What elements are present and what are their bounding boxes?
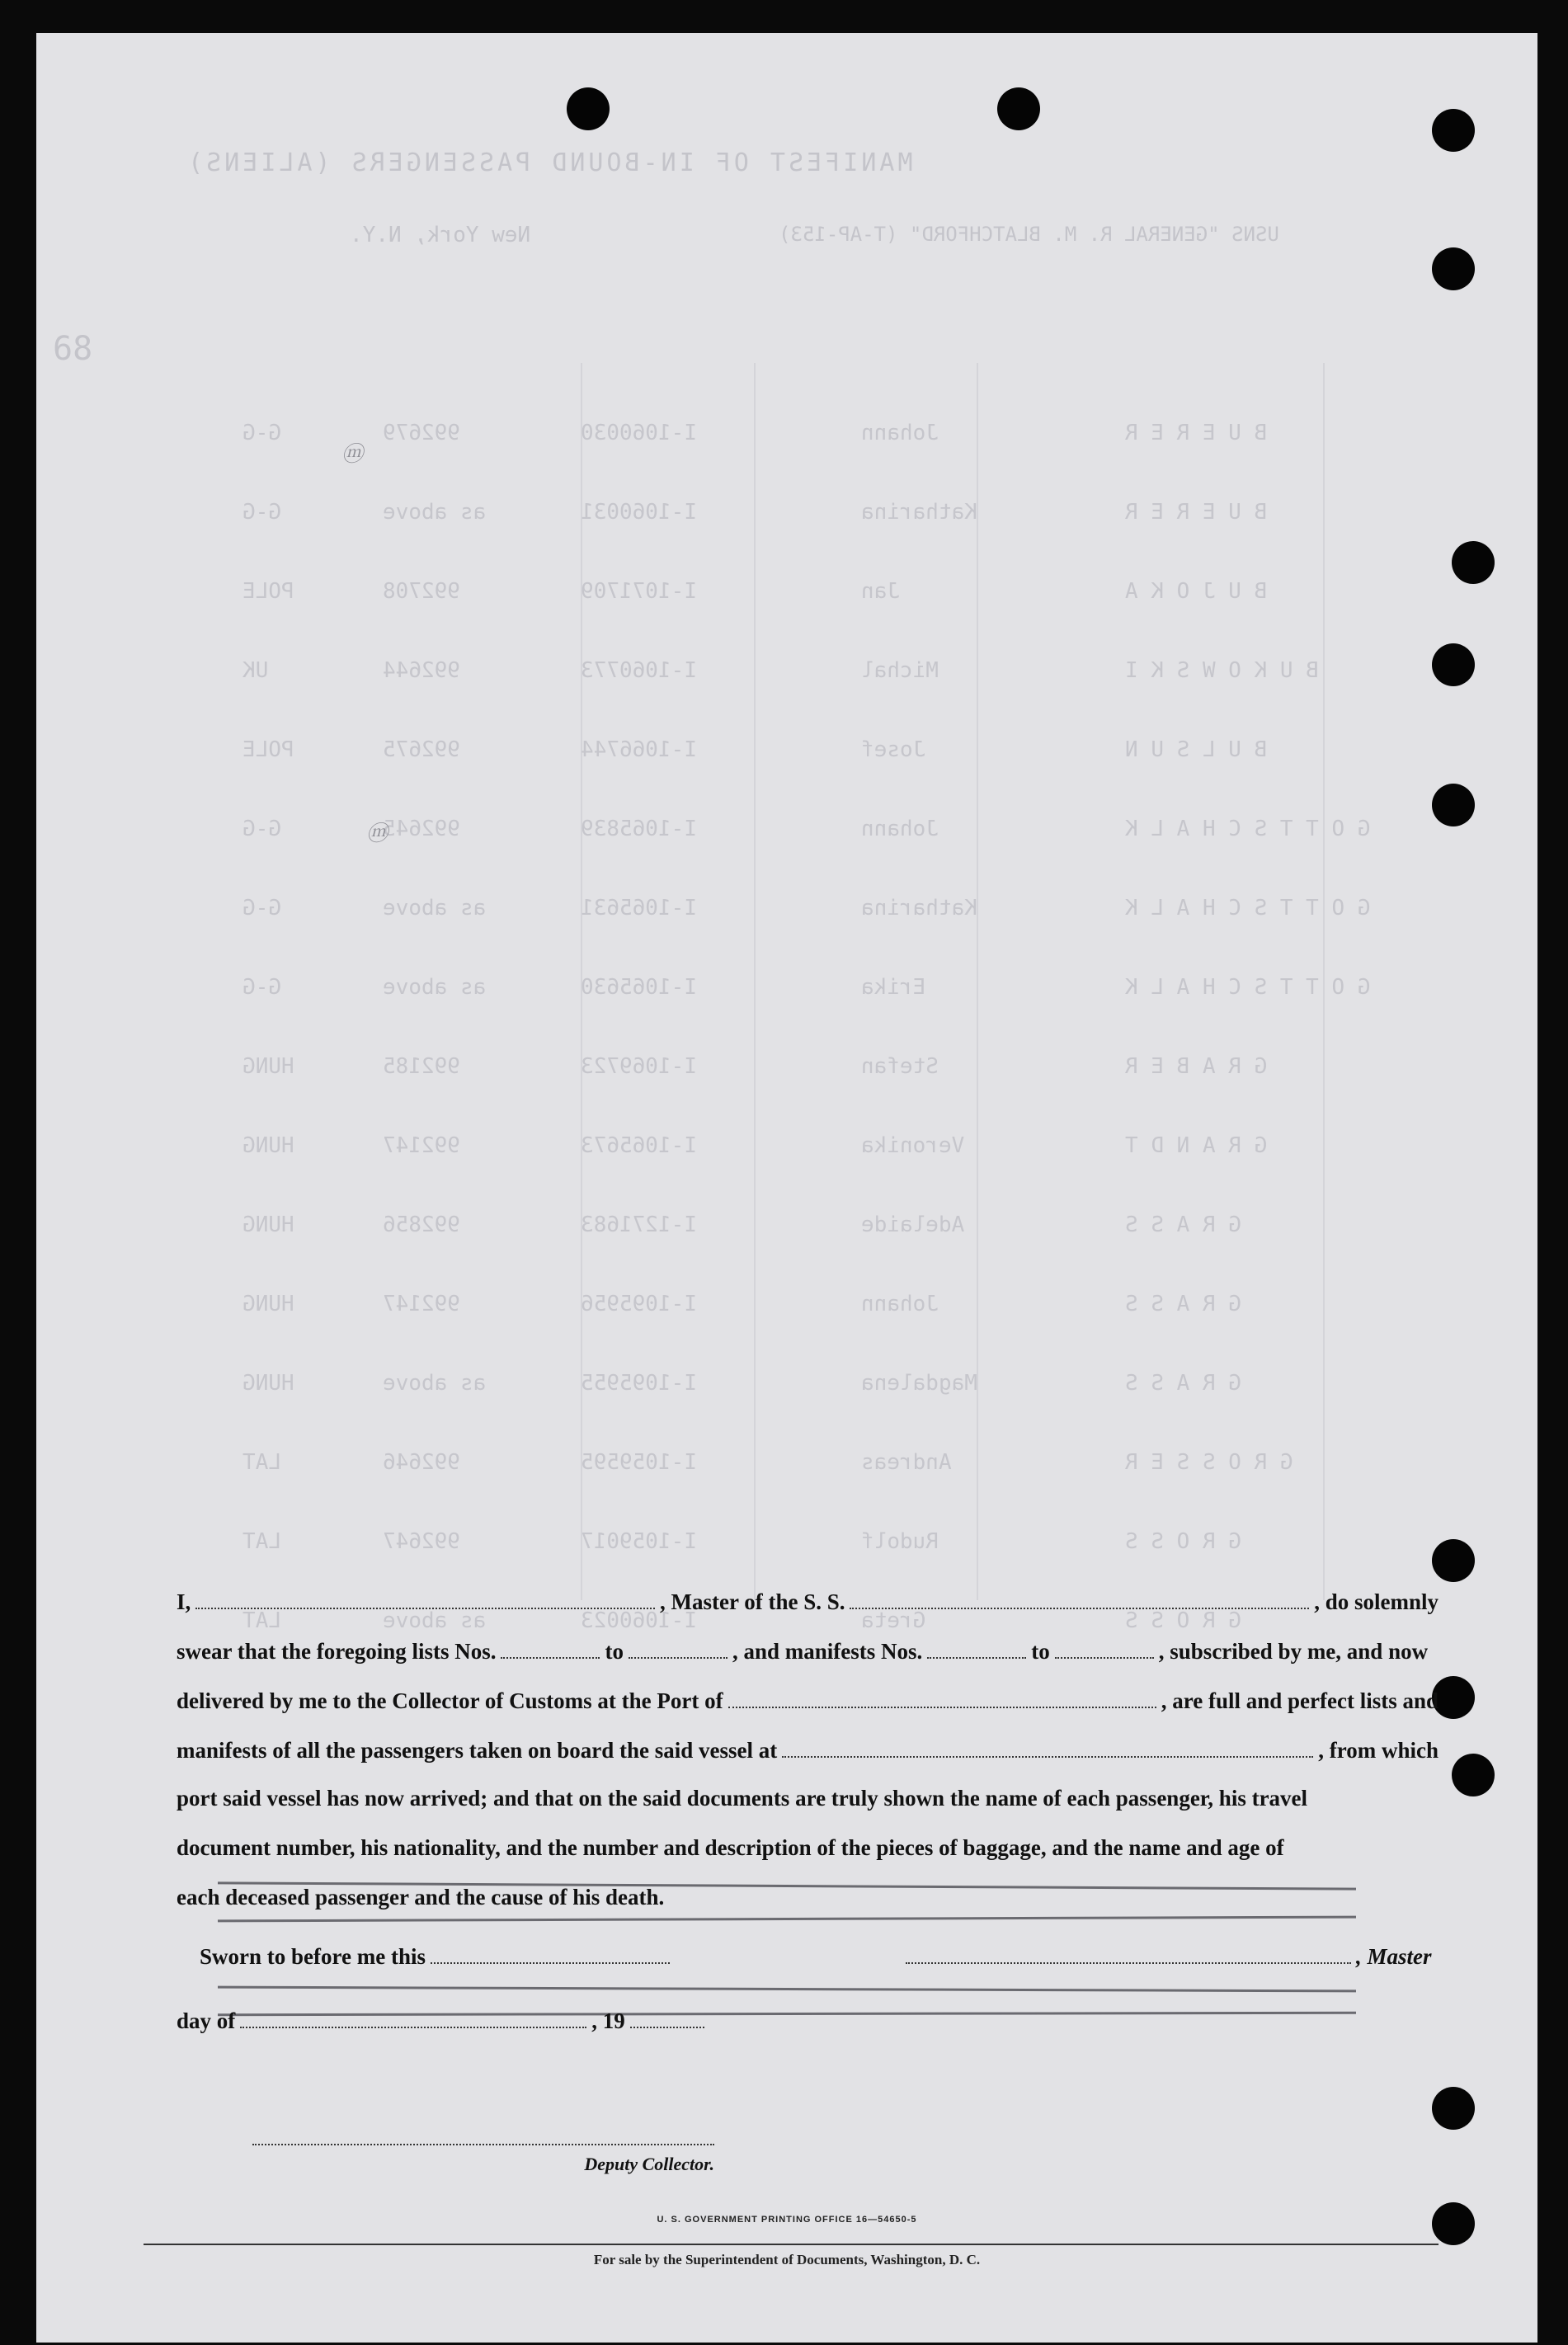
- oath-text: to: [1031, 1639, 1050, 1664]
- ghost-cell-given: Johann: [861, 817, 939, 841]
- ghost-passenger-row: [36, 658, 1537, 708]
- list-from-field[interactable]: [501, 1637, 600, 1659]
- ghost-cell-nat: LAT: [242, 1608, 281, 1633]
- ghost-cell-surname: G R O S S: [1125, 1529, 1241, 1554]
- year-prefix: , 19: [591, 2008, 625, 2033]
- oath-text: each deceased passenger and the cause of his death.: [177, 1885, 665, 1909]
- ghost-cell-given: Adelaide: [861, 1213, 965, 1237]
- ghost-cell-given: Katharina: [861, 896, 977, 921]
- master-name-field[interactable]: [195, 1588, 655, 1609]
- sworn-text: Sworn to before me this: [200, 1944, 426, 1969]
- year-field[interactable]: [630, 2007, 704, 2028]
- master-oath: [177, 1588, 1439, 2056]
- punch-hole: [1432, 109, 1475, 152]
- ghost-cell-given: Johann: [861, 1292, 939, 1316]
- sale-notice: For sale by the Superintendent of Documents, Washington, D. C.: [593, 2252, 981, 2267]
- ghost-cell-num: 992679: [383, 421, 460, 445]
- ghost-passenger-row: [36, 975, 1537, 1024]
- ghost-cell-given: Rudolf: [861, 1529, 939, 1554]
- master-signature-field[interactable]: [906, 1942, 1351, 1964]
- ghost-cell-doc: I-1059595: [581, 1450, 697, 1475]
- deputy-collector-block: [252, 2140, 714, 2175]
- punch-hole: [1452, 1754, 1495, 1796]
- ghost-passenger-row: [36, 1213, 1537, 1262]
- ghost-cell-doc: I-1069723: [581, 1054, 697, 1079]
- ghost-passenger-row: [36, 421, 1537, 470]
- ghost-passenger-row: [36, 1292, 1537, 1341]
- punch-hole: [1432, 2087, 1475, 2130]
- ghost-passenger-row: [36, 1450, 1537, 1500]
- ghost-cell-num: 992646: [383, 1450, 460, 1475]
- ghost-cell-given: Johann: [861, 421, 939, 445]
- ghost-cell-surname: B U E R E R: [1125, 500, 1268, 525]
- ghost-cell-nat: UK: [242, 658, 269, 683]
- ghost-cell-nat: HUNG: [242, 1213, 294, 1237]
- ghost-cell-num: as above: [383, 975, 487, 1000]
- ghost-cell-nat: G-G: [242, 975, 281, 1000]
- list-to-field[interactable]: [629, 1637, 727, 1659]
- day-month-field[interactable]: [240, 2007, 586, 2028]
- ghost-port: New York, N.Y.: [350, 223, 531, 247]
- ghost-cell-doc: I-1060023: [581, 1608, 697, 1633]
- ghost-cell-doc: I-1066744: [581, 737, 697, 762]
- ghost-cell-given: Erika: [861, 975, 926, 1000]
- sworn-date-field[interactable]: [431, 1942, 670, 1964]
- ghost-cell-surname: B U L S U N: [1125, 737, 1268, 762]
- ghost-cell-num: 992856: [383, 1213, 460, 1237]
- ghost-cell-num: 992147: [383, 1133, 460, 1158]
- oath-text: , subscribed by me, and now: [1158, 1639, 1429, 1664]
- vessel-name-field[interactable]: [850, 1588, 1309, 1609]
- oath-text: , and manifests Nos.: [732, 1639, 923, 1664]
- ghost-cell-num: 992645: [383, 817, 460, 841]
- ghost-cell-nat: LAT: [242, 1450, 281, 1475]
- ghost-cell-num: 992647: [383, 1529, 460, 1554]
- oath-text: delivered by me to the Collector of Customs at the Port of: [177, 1688, 723, 1713]
- ghost-cell-given: Michal: [861, 658, 939, 683]
- ghost-cell-surname: G O T T S C H A L K: [1125, 896, 1371, 921]
- ghost-page-number: 68: [53, 330, 93, 368]
- manifest-from-field[interactable]: [927, 1637, 1026, 1659]
- ghost-cell-surname: G R A S S: [1125, 1213, 1241, 1237]
- ghost-cell-given: Jan: [861, 579, 900, 604]
- ghost-cell-surname: B U J O K A: [1125, 579, 1268, 604]
- ghost-cell-surname: B U K O W S K I: [1125, 658, 1319, 683]
- ghost-passenger-row: [36, 579, 1537, 629]
- handwritten-mark: ⓜ: [341, 442, 364, 467]
- deputy-collector-label: Deputy Collector.: [584, 2154, 714, 2174]
- port-field[interactable]: [728, 1687, 1156, 1708]
- ghost-cell-nat: G-G: [242, 817, 281, 841]
- oath-text: port said vessel has now arrived; and that on the said documents are truly shown the name of each passenger, his travel: [177, 1786, 1308, 1811]
- ghost-cell-doc: I-1060030: [581, 421, 697, 445]
- ghost-cell-num: as above: [383, 500, 487, 525]
- ghost-cell-nat: G-G: [242, 896, 281, 921]
- ghost-cell-nat: HUNG: [242, 1292, 294, 1316]
- handwritten-mark: ⓜ: [366, 822, 388, 846]
- ghost-cell-doc: I-1065839: [581, 817, 697, 841]
- ghost-cell-doc: I-1059017: [581, 1529, 697, 1554]
- oath-text: swear that the foregoing lists Nos.: [177, 1639, 497, 1664]
- ghost-cell-surname: G R O S S: [1125, 1608, 1241, 1633]
- day-of-text: day of: [177, 2008, 236, 2033]
- oath-text: document number, his nationality, and the number and description of the pieces of baggage, and the name and age of: [177, 1835, 1284, 1860]
- ghost-passenger-row: [36, 500, 1537, 549]
- ghost-cell-doc: I-1065630: [581, 975, 697, 1000]
- footer-rule: [144, 2244, 1439, 2245]
- ghost-cell-given: Magdalena: [861, 1371, 977, 1396]
- ghost-cell-num: 992644: [383, 658, 460, 683]
- ghost-cell-surname: G O T T S C H A L K: [1125, 975, 1371, 1000]
- ghost-cell-doc: I-1060031: [581, 500, 697, 525]
- ghost-cell-nat: LAT: [242, 1529, 281, 1554]
- ghost-cell-given: Greta: [861, 1608, 926, 1633]
- ghost-cell-nat: HUNG: [242, 1133, 294, 1158]
- ghost-cell-surname: G R O S S E R: [1125, 1450, 1293, 1475]
- ghost-cell-doc: I-1095955: [581, 1371, 697, 1396]
- ghost-passenger-row: [36, 737, 1537, 787]
- ghost-cell-doc: I-1271683: [581, 1213, 697, 1237]
- oath-text: to: [605, 1639, 624, 1664]
- ghost-cell-doc: I-1071709: [581, 579, 697, 604]
- ghost-cell-nat: POLE: [242, 579, 294, 604]
- ghost-passenger-row: [36, 1529, 1537, 1579]
- punch-hole: [997, 87, 1040, 130]
- oath-text: , from which: [1318, 1738, 1439, 1763]
- ghost-cell-num: as above: [383, 896, 487, 921]
- ghost-cell-nat: G-G: [242, 421, 281, 445]
- ghost-cell-num: 992708: [383, 579, 460, 604]
- ghost-cell-surname: G R A S S: [1125, 1371, 1241, 1396]
- ghost-cell-nat: HUNG: [242, 1371, 294, 1396]
- ghost-passenger-row: [36, 1054, 1537, 1104]
- oath-line-4: [177, 1736, 1439, 1769]
- ghost-cell-surname: G R A S S: [1125, 1292, 1241, 1316]
- oath-line-6: [177, 1835, 1439, 1868]
- ghost-cell-surname: G R A B E R: [1125, 1054, 1268, 1079]
- ghost-cell-num: as above: [383, 1371, 487, 1396]
- ghost-cell-given: Josef: [861, 737, 926, 762]
- day-line: [177, 2007, 1439, 2040]
- ghost-cell-doc: I-1060773: [581, 658, 697, 683]
- ghost-passenger-row: [36, 896, 1537, 945]
- oath-line-1: [177, 1588, 1439, 1621]
- ghost-cell-given: Stefan: [861, 1054, 939, 1079]
- ghost-cell-nat: HUNG: [242, 1054, 294, 1079]
- punch-hole: [567, 87, 610, 130]
- oath-text: , Master of the S. S.: [660, 1589, 845, 1614]
- oath-line-3: [177, 1687, 1439, 1720]
- embark-port-field[interactable]: [782, 1736, 1313, 1758]
- oath-text: , are full and perfect lists and: [1161, 1688, 1439, 1713]
- sworn-line: [177, 1942, 1439, 1975]
- ghost-vessel: USNS "GENERAL R. M. BLATCHFORD" (T-AP-153): [779, 223, 1279, 246]
- ghost-passenger-row: [36, 817, 1537, 866]
- ghost-cell-given: Veronika: [861, 1133, 965, 1158]
- manifest-sheet: [36, 33, 1537, 2343]
- deputy-signature-field[interactable]: [252, 2140, 714, 2145]
- ghost-header: MANIFEST OF IN-BOUND PASSENGERS (ALIENS): [185, 148, 913, 177]
- punch-hole: [1432, 247, 1475, 290]
- printing-office-imprint: U. S. GOVERNMENT PRINTING OFFICE 16—54650-5: [657, 2215, 917, 2225]
- oath-text: I,: [177, 1589, 191, 1614]
- manifest-to-field[interactable]: [1055, 1637, 1154, 1659]
- ghost-cell-doc: I-1065673: [581, 1133, 697, 1158]
- ghost-cell-given: Katharina: [861, 500, 977, 525]
- ghost-cell-surname: G R A N D T: [1125, 1133, 1268, 1158]
- oath-line-2: [177, 1637, 1439, 1670]
- ghost-passenger-row: [36, 1371, 1537, 1420]
- ghost-cell-nat: POLE: [242, 737, 294, 762]
- ghost-cell-surname: B U E R E R: [1125, 421, 1268, 445]
- ghost-cell-num: 992147: [383, 1292, 460, 1316]
- ghost-cell-nat: G-G: [242, 500, 281, 525]
- oath-line-7: [177, 1885, 1439, 1918]
- ghost-cell-num: 992675: [383, 737, 460, 762]
- oath-text: , do solemnly: [1314, 1589, 1439, 1614]
- ghost-passenger-row: [36, 1133, 1537, 1183]
- ghost-cell-doc: I-1065631: [581, 896, 697, 921]
- ghost-cell-given: Andreas: [861, 1450, 952, 1475]
- oath-text: manifests of all the passengers taken on board the said vessel at: [177, 1738, 778, 1763]
- ghost-cell-num: 992185: [383, 1054, 460, 1079]
- ghost-cell-surname: G O T T S C H A L K: [1125, 817, 1371, 841]
- ghost-cell-num: as above: [383, 1608, 487, 1633]
- master-label: , Master: [1355, 1944, 1432, 1969]
- oath-line-5: [177, 1786, 1439, 1819]
- ghost-cell-doc: I-1095956: [581, 1292, 697, 1316]
